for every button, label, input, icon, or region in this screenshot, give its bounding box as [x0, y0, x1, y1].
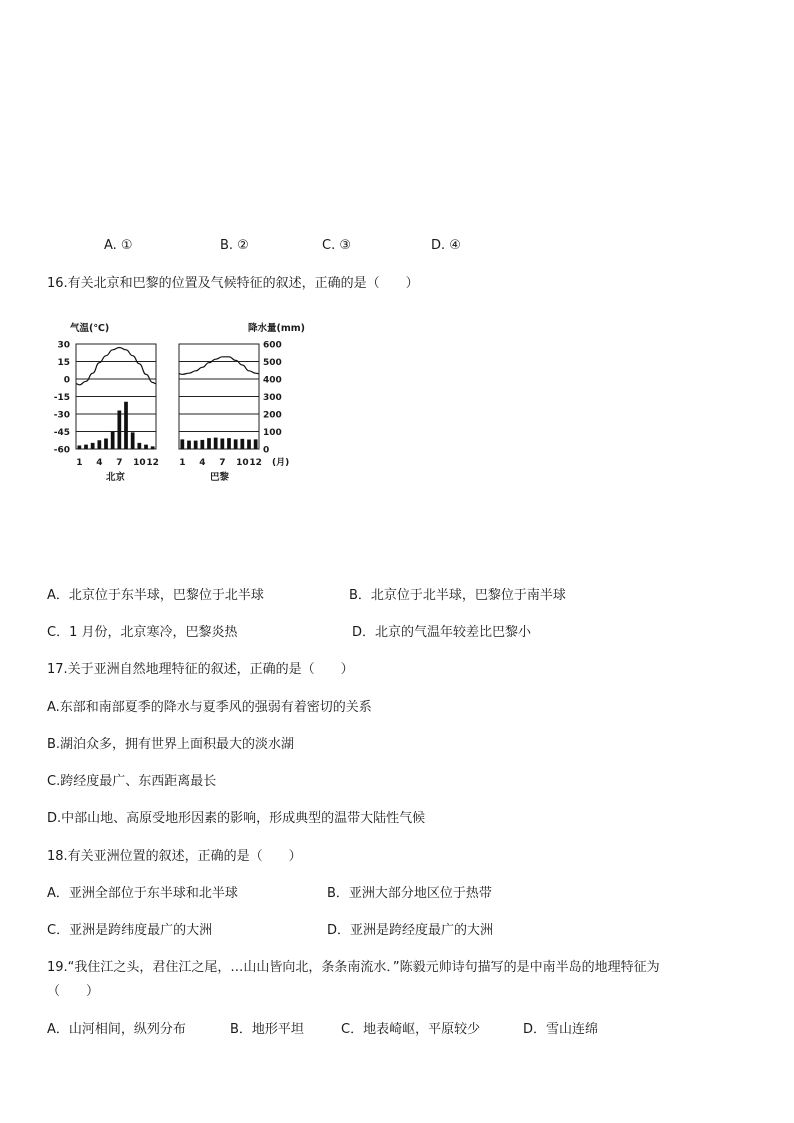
month-tick-label: 1	[76, 458, 83, 468]
q15-option-d: D. ④	[431, 238, 461, 253]
month-tick-label: 7	[219, 458, 226, 468]
q16-option-b: B．北京位于北半球，巴黎位于南半球	[349, 588, 566, 603]
precipitation-tick-label: 0	[263, 445, 270, 456]
precipitation-bar	[194, 441, 198, 449]
precipitation-bar	[240, 439, 244, 449]
panel-name-paris: 巴黎	[210, 472, 230, 483]
precipitation-axis-label: 降水量(mm)	[248, 323, 305, 334]
precipitation-bar	[247, 440, 251, 449]
q16-stem: 16.有关北京和巴黎的位置及气候特征的叙述，正确的是（ ）	[47, 276, 419, 291]
precipitation-bar	[207, 438, 211, 449]
precipitation-tick-label: 500	[263, 358, 282, 368]
month-tick-label: 12	[249, 458, 262, 468]
precipitation-bar	[220, 439, 224, 450]
temperature-tick-label: -15	[53, 393, 70, 403]
q18-option-b: B．亚洲大部分地区位于热带	[327, 886, 492, 901]
temperature-axis-label: 气温(℃)	[70, 323, 110, 334]
q19-option-a: A．山河相间，纵列分布	[47, 1022, 186, 1037]
q15-option-a: A. ①	[104, 238, 133, 253]
precipitation-bar	[180, 439, 184, 449]
temperature-tick-label: 15	[57, 358, 70, 368]
q18-option-a: A．亚洲全部位于东半球和北半球	[47, 886, 238, 901]
q19-option-b: B．地形平坦	[230, 1022, 304, 1037]
q19-option-c: C．地表崎岖，平原较少	[341, 1022, 481, 1037]
q17-stem: 17.关于亚洲自然地理特征的叙述，正确的是（ ）	[47, 662, 354, 677]
q17-option-c: C.跨经度最广、东西距离最长	[47, 774, 217, 789]
q18-stem: 18.有关亚洲位置的叙述，正确的是（ ）	[47, 849, 302, 864]
month-tick-label: 7	[116, 458, 123, 468]
month-tick-label: 4	[96, 458, 103, 468]
q15-option-c: C. ③	[322, 238, 351, 253]
precipitation-bar	[111, 432, 115, 450]
q16-option-c: C．1 月份，北京寒冷，巴黎炎热	[47, 625, 238, 640]
q19-stem-line-2: （ ）	[47, 984, 100, 999]
month-tick-label: 12	[146, 458, 159, 468]
climate-chart	[50, 318, 310, 488]
precipitation-bar	[97, 440, 101, 449]
precipitation-bar	[124, 402, 128, 449]
month-unit-label: (月)	[272, 458, 290, 468]
precipitation-bar	[200, 440, 204, 449]
precipitation-bar	[131, 432, 135, 449]
month-tick-label: 10	[236, 458, 249, 468]
precipitation-bar	[234, 439, 238, 449]
precipitation-bar	[214, 438, 218, 449]
temperature-curve	[179, 357, 259, 375]
month-tick-label: 1	[179, 458, 186, 468]
precipitation-bar	[151, 446, 155, 449]
temperature-tick-label: -60	[53, 445, 70, 456]
q19-option-d: D．雪山连绵	[523, 1022, 599, 1037]
precipitation-bar	[77, 446, 81, 450]
q15-option-b: B. ②	[220, 238, 249, 253]
precipitation-tick-label: 400	[263, 375, 282, 386]
precipitation-bar	[104, 439, 108, 450]
temperature-tick-label: 0	[63, 375, 70, 386]
temperature-tick-label: -30	[53, 410, 70, 421]
precipitation-bar	[117, 411, 121, 450]
precipitation-bar	[144, 445, 148, 449]
precipitation-bar	[254, 439, 258, 449]
q16-option-a: A．北京位于东半球，巴黎位于北半球	[47, 588, 264, 603]
temperature-tick-label: -45	[53, 428, 70, 438]
month-tick-label: 4	[199, 458, 206, 468]
precipitation-bar	[91, 443, 95, 449]
temperature-tick-label: 30	[57, 340, 70, 351]
precipitation-tick-label: 300	[263, 393, 282, 403]
precipitation-bar	[187, 441, 191, 449]
q17-option-a: A.东部和南部夏季的降水与夏季风的强弱有着密切的关系	[47, 700, 372, 715]
precipitation-tick-label: 600	[263, 340, 282, 351]
precipitation-bar	[137, 443, 141, 449]
precipitation-bar	[227, 438, 231, 449]
precipitation-bar	[84, 445, 88, 449]
panel-name-beijing: 北京	[106, 472, 126, 483]
precipitation-tick-label: 200	[263, 410, 282, 421]
q17-option-b: B.湖泊众多，拥有世界上面积最大的淡水湖	[47, 737, 295, 752]
month-tick-label: 10	[133, 458, 146, 468]
q16-option-d: D．北京的气温年较差比巴黎小	[352, 625, 532, 640]
q19-stem-line-1: 19.“我住江之头，君住江之尾，…山山皆向北，条条南流水．”陈毅元帅诗句描写的是中南半岛的地理特征为	[47, 960, 660, 975]
q17-option-d: D.中部山地、高原受地形因素的影响，形成典型的温带大陆性气候	[47, 811, 426, 826]
q18-option-c: C．亚洲是跨纬度最广的大洲	[47, 923, 213, 938]
precipitation-tick-label: 100	[263, 428, 282, 438]
q18-option-d: D．亚洲是跨经度最广的大洲	[327, 923, 494, 938]
